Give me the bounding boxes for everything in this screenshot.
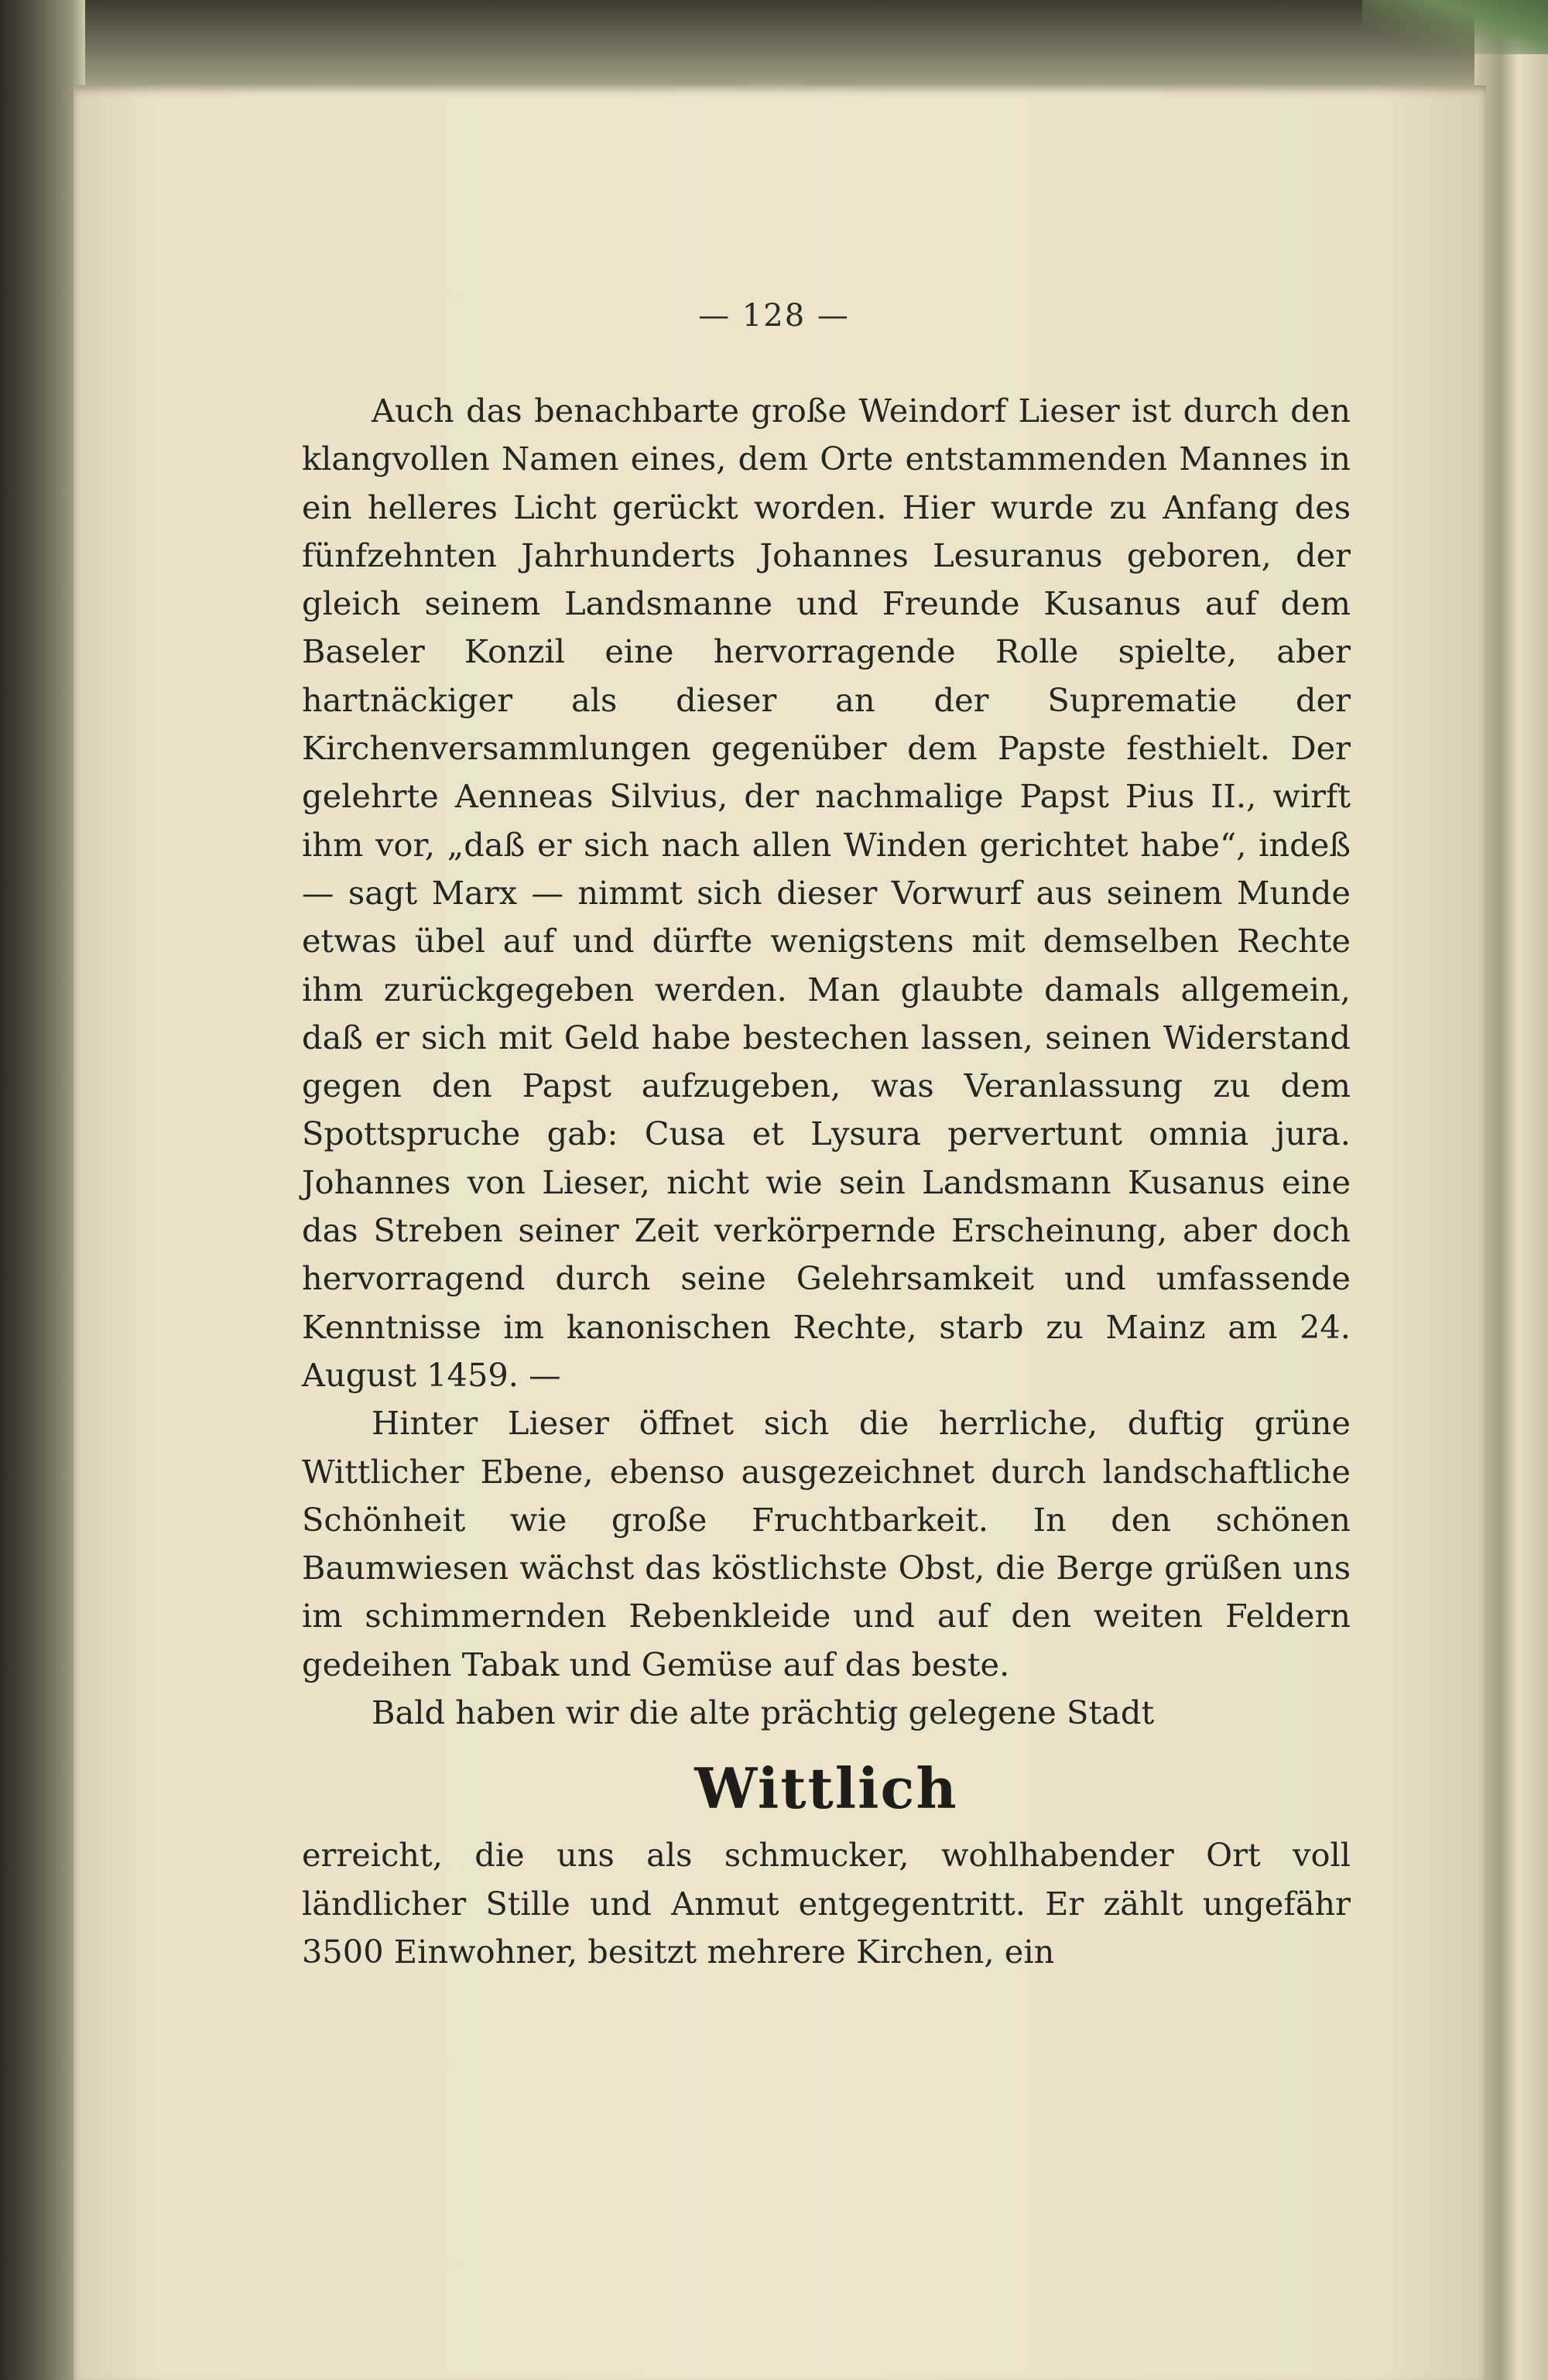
headline-wittlich: Wittlich [694, 1755, 958, 1822]
paragraph-wittlich: erreicht, die uns als schmucker, wohlhabender Ort voll ländlicher Stille und Anmut entgegentritt. Er zählt ungefähr 3500 Einwohner, besitzt mehrere Kirchen, ein [302, 1836, 1351, 1971]
page-number: — 128 — [698, 298, 850, 334]
paragraph-stadt-intro: Bald haben wir die alte prächtig gelegene Stadt [372, 1693, 1155, 1732]
page-text [302, 387, 1351, 1976]
book-cover-corner [1362, 0, 1548, 54]
book-edge-left [0, 0, 85, 2380]
paragraph-lesuranus: Auch das benachbarte große Weindorf Lieser ist durch den klangvollen Namen eines, dem Orte entstammenden Mannes in ein helleres Licht gerückt worden. Hier wurde zu Anfang des fünfzehnten Jahrhunderts Johannes Lesuranus geboren, der gleich seinem Landsmanne und Freunde Kusanus auf dem Baseler Konzil eine hervorragende Rolle spielte, aber hartnäckiger als dieser an der Suprematie der Kirchenversammlungen gegenüber dem Papste festhielt. Der gelehrte Aenneas Silvius, der nachmalige Papst Pius II., wirft ihm vor, „daß er sich nach allen Winden gerichtet habe“, indeß — sagt Marx — nimmt sich dieser Vorwurf aus seinem Munde etwas übel auf und dürfte wenigstens mit demselben Rechte ihm zurückgegeben werden. Man glaubte damals allgemein, daß er sich mit Geld habe bestechen lassen, seinen Widerstand gegen den Papst aufzugeben, was Veranlassung zu dem Spottspruche gab: Cusa et Lysura pervertunt omnia jura. Johannes von Lieser, nicht wie sein Landsmann Kusanus eine das Streben seiner Zeit verkörpernde Erscheinung, aber doch hervorragend durch seine Gelehrsamkeit und umfassende Kenntnisse im kanonischen Rechte, starb zu Mainz am 24. August 1459. — [302, 392, 1351, 1394]
paragraph-wittlicher-ebene: Hinter Lieser öffnet sich die herrliche, duftig grüne Wittlicher Ebene, ebenso ausgezeichnet durch landschaftliche Schönheit wie große Fruchtbarkeit. In den schönen Baumwiesen wächst das köstlichste Obst, die Berge grüßen uns im schimmernden Rebenkleide und auf den weiten Feldern gedeihen Tabak und Gemüse auf das beste. [302, 1404, 1351, 1683]
